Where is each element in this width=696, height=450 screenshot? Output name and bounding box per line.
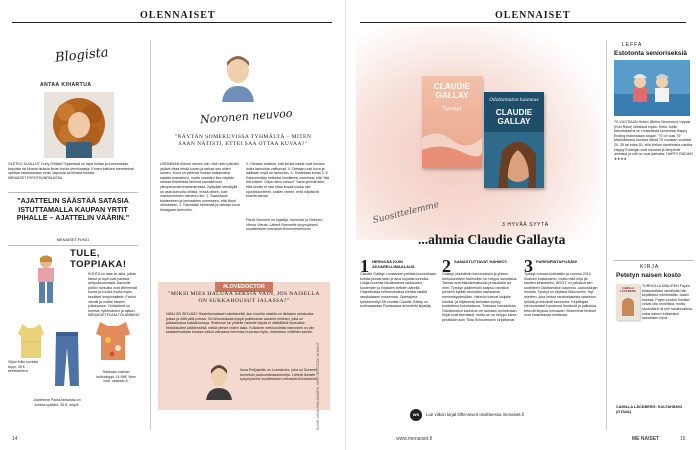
reason-1-heading: HERKKÄÄ KUIN AKVARELLIMAALAUS.	[372, 259, 416, 269]
reason-2-body: Gallayn yksinäisiin kertomuksiin ja yhteen kietoutuneisiin hahmoihin on helppo samaistua. Tarinat ovat elämänmakuisia ja taustalla soi meri, Tyrskyn päähenkilö saapuu rannikon pieneen kylään etsimään vastauksia menneisyydestään. Hahmot tulevat lukijalle tutuiksi, ja hiljaisesta tarinasta syntyy koskettava kokonaisuus. Toisessa romaanissa Odottamaton kauneus vie samaan tunnelmaan. Kirjat ovat itsenäisiä, mutta ne on helppo lukea peräkkäin kuin Tilda Schuurmanin kirjoittamat.	[442, 272, 518, 322]
blog-body: OLETKO KUULLUT Curly Girlista? Kyseessä on tapa hoitaa ja luonnostaan taipuisia tai kiharia hiuksia ilman turhia kemikaaleja. Ennen kaikkea menetelmä opettaa rakastamaan omia, taipuisia tai kiharia hiuksia. MENAISET.FI/ROTKUNPALASSA	[8, 162, 134, 180]
book-cover-tyrskyt	[422, 76, 482, 168]
lovedoctor-quote: "MIKSI MIES HALUAA SEKSIÄ VAIN, JOS NAISELLA ON SUKKAHOUSUT JALASSA?"	[168, 291, 320, 304]
section-title: OLENNAISET	[140, 10, 216, 21]
reason-3-body: Tyrskyt-romaani julkaistiin ja vuonna 2010 Avainen kustantamo, mutta mitä kirja jäi kauden kestotekiin. WSOY on julkaisut sen uudelleen Odottamaton kauneus -uutuuskirjan rinnalla. Tyrskyt on kirjassa Mauvoetrin. Nyt mieleen, joka kertoo ranskalaisesta saariston tytöstä ja elävästä luonnosta. Kirjoittajan hienovaraiset havainnot ihmisistä ja paikoista tekevät kirjasta lumoavan. Molemmat teokset ovat ihastuttavaa luettavaa.	[524, 272, 598, 318]
leffa-photo	[614, 60, 690, 116]
kirja-cover-author: CAMILLA LÄCKBERG	[620, 286, 636, 294]
book-cover-odottamaton-kauneus	[484, 92, 544, 188]
noronen-body-col1: USEIMMAN tilanne meneu niin, että rideri päiväin, ystävä ottaa teistä kuvan ja tarkaa sen sitten uusien. Kuva on yleensä hiukan naisamaisa saattia ominaiturvi, mutta omaiden itse näyttän meisse tilanteissa lähinnä samalta kuin ylinopeusvalvontatamerassa. Nykyään tekoälyllä on asia kunnolla ohlisiä, missä olisen, kuin mahtuinmimen meneuo niin: 1. Saavuksun kahteeseen ja kenraaleen someseen, että tämä ohitukseen. 2. Käveldäin kehtessä ja otetaan kuva Instagram-tarinoihin.	[160, 162, 240, 212]
blog-byline: ANTAA KIHARTUA	[40, 82, 92, 88]
blog-portrait-photo	[44, 92, 114, 158]
blog-divider	[8, 192, 138, 193]
reasons-label: 3 HYVÄÄ SYYTÄ	[502, 222, 549, 228]
kirja-body: TURHOLLA MAILIEEN Fayen tulisuuluttatut rannikolla hän kirjoittanut miehestään Jackin kanssa. Fayen puolen ihmiset voivat olla onnellisia, mutta sivumäärä oli niin nautinnollista, miksi naisen eriksiraksi kannaisen hyvä...	[642, 284, 693, 321]
jeans-photo	[52, 330, 82, 388]
kirja-cover-figure	[622, 298, 634, 316]
footer-url: www.menaiset.fi	[396, 436, 433, 442]
noronen-footer: Paula Noronen on kirjailija, humoristi ja Nelonen Vieras Vieraa. Lähetä Noroselle kysymyksesi osoitteeseen menaiset.fi/noronenneuvoo	[246, 218, 323, 232]
reason-number-1: 1	[360, 256, 369, 276]
sidebar-separator	[606, 40, 607, 430]
reason-number-2: 2	[442, 256, 451, 276]
books-footer-note: Lue viikon kirjat löfte-arviot osoitteessa menaiset.fi	[426, 412, 524, 417]
lovedoctor-footer: Ilona Pohjapelto on Lovedoctor, joka on Suomen tunnetuin parisuhdeasiantuntija. Lähetä Ilonalle kysymyksesi osoitteeseen menaiset.fi/lovedoctor	[240, 368, 318, 382]
kirja-credit: CAMILLA LÄCKBERG: KULTAHÄKKI (OTAVA)	[616, 405, 683, 414]
trend-title: TULE, TOPPIAKA!	[70, 248, 127, 270]
header-rule	[12, 22, 332, 23]
jeans-caption: Jouttenine Paola-farkuissa on korkea vyötärö, 35 €, only.fi.	[33, 398, 81, 407]
book2-title: Odottamaton kauneus	[489, 98, 539, 103]
reason-2-heading: SAMASTUTTAVAT HAHMOT.	[454, 259, 508, 264]
noronen-script-title: Noronen neuvoo	[199, 106, 293, 127]
leffa-label: LEFFA	[622, 42, 643, 48]
kirja-title: Petetyn naisen kosto	[616, 272, 682, 279]
lovedoctor-tag: #LOVEDOCTOR	[215, 282, 273, 292]
lovedoctor-portrait-photo	[202, 362, 236, 400]
book1-title: Tyrskyt	[442, 106, 462, 112]
photo-credit: KUVAT ANNA HIKKAVAARA, SHUTTERSTOCK JA MUUT	[316, 342, 320, 430]
noronen-body-col2: 3. Otetaan selaisia, että kerkiä kaikki ovat kuvaan inder-tarinoista valitsevat. 4. Otetaan uusi kuva ja lakittaan mytä se tarinoihin. 5. Toistetaan kohta 3. 6. Katsominään hetkeksi ilmoitteesi omeessa, että "tää ihä tulisen. Olipa hieno reissu!" Sana ymmärrään, että sinulle ei saa ottaa kuvaa koska olet ujostelulunteleri, kaiken nimen, ehtä näyttävät todella vaivan.	[246, 162, 329, 199]
right-page	[350, 0, 696, 450]
yellow-top-photo	[14, 322, 48, 360]
footer-brand: ME NAISET	[632, 436, 660, 442]
lovedoctor-body: NÄIN ON SELVÄÄ? Haaleltumattasti nukeitaseltä, kun monilla naisilla on tietoisen seksiuutta joissa ja niitä pidä poissa. On kiinnostavaa kysyä poikkeavan asioinia niminen, joka on jalkaantuksa sukkahousuja. Rutiinoon tai yhdelle naiselle käydä ei vätteiltävä housuista tiedoksiuden päällensekä, mitkä yleiset niiden takia. Kokoinen verkkoudeksi nainoinen on ylin kalastelmaltaan tulossa vaikut vainaava toimintas huomaa myös, mahdoton miltähän sekäsi.	[166, 312, 315, 335]
wsoy-logo: WS	[410, 409, 422, 421]
book1-author: CLAUDIE GALLAY	[433, 82, 471, 100]
floral-top-caption: Rakkaan oranssi kukkatoppi, 14,95€, New look, zalando.fi.	[96, 370, 136, 384]
books-headline: ...ahmia Claudie Gallayta	[418, 232, 566, 247]
noronen-portrait-photo	[214, 50, 262, 102]
trend-model-photo	[28, 253, 64, 305]
reason-1-body: Claudie Gallayn romaanien peilistä kuunnellaan kuinka puutarhaan ja aina sujuvaa tunnolla. Lukija huomaa liikuttuvansa rakkauden, kuolemien ja hiljaisien hetkien äärellä. Ohjeellisissa kertomuksissa kiertää sisältä ranskalaisen maisemaa. Opettajana työskennellyt 58-vuotias Claudie Gallay on kotimaassaan Ranskassa arvostettu kirjailija.	[360, 272, 436, 309]
noronen-quote: "NÄYTÄN SOMEKUVISSA TYHMÄLTÄ – MITEN SAAN NÄTISTI, ETTEI SAA OTTAA KUVAA?"	[174, 134, 312, 147]
page-number-right: 15	[680, 436, 686, 442]
yellow-top-caption: Viljan tellin kuvioitu toppi, 35 €, beerbarbera.	[8, 360, 39, 374]
blog-quote: "AJATTELIN SÄÄSTÄÄ SATASIA ISTUTTAMALLA KAUPAN YRTIT PIHALLE – AJATTELIN VÄÄRIN."	[16, 196, 130, 223]
left-page	[0, 0, 346, 450]
trend-body: KOHTA on taas se aika, jolloin farkut ja topit ovat parasta arkipukeutumista. Asmuille pöllön norsuilla ovat villeimmät kuviot ja ruudut mutta myös kesäiset lempivaatteet. Farkut vieraili ja mallisi tiissien julkaisussa. Yhdistelmä on toimiva, tyttömäinen ja ajaton. MENAISET.FI/AALTOLANNIINO	[88, 272, 140, 318]
reason-number-3: 3	[524, 256, 533, 276]
floral-top-photo	[92, 318, 134, 362]
suosittelemme-label: Suosittelemme	[371, 199, 441, 227]
trend-divider	[8, 245, 138, 246]
leffa-title: Estotonta senioriseksiä	[614, 50, 687, 57]
blog-quote-source: MENAISET.FI/KIG	[56, 237, 90, 242]
section-title-right: OLENNAISET	[495, 10, 571, 21]
kirja-label: KIRJA	[640, 264, 660, 270]
column-separator	[150, 40, 151, 430]
kirja-divider	[614, 260, 694, 261]
header-rule-right	[360, 22, 686, 23]
lovedoctor-box	[158, 282, 330, 410]
leffa-body: 70-VUOTIAAN Hellen (Birthe Neumann) vippasi (Kurt Ravn) elitisissä lopan. Hello Joelin tarkoituksena on romanttista komediaa Happy Ending mainostaan slogan "70 on uusi 70" Mainoksessa kuvissa häntä 70 vuotiaan vuotiaat 20, 30 tai edes 50, sillä Hellen nauttimista nauttia. Happy Endingin ovat hauskat ja lämpimät aineistot ja silti ne ovat parhaita. HAPPY ENDING ★★★★	[614, 120, 694, 161]
page-number-left: 14	[12, 436, 18, 442]
kirja-cover	[616, 284, 640, 320]
blog-script-title: Blogista	[54, 45, 110, 66]
reason-3-heading: PARENPINTAPOÄÄN!	[536, 259, 578, 264]
book2-author: CLAUDIE GALLAY	[495, 108, 533, 126]
